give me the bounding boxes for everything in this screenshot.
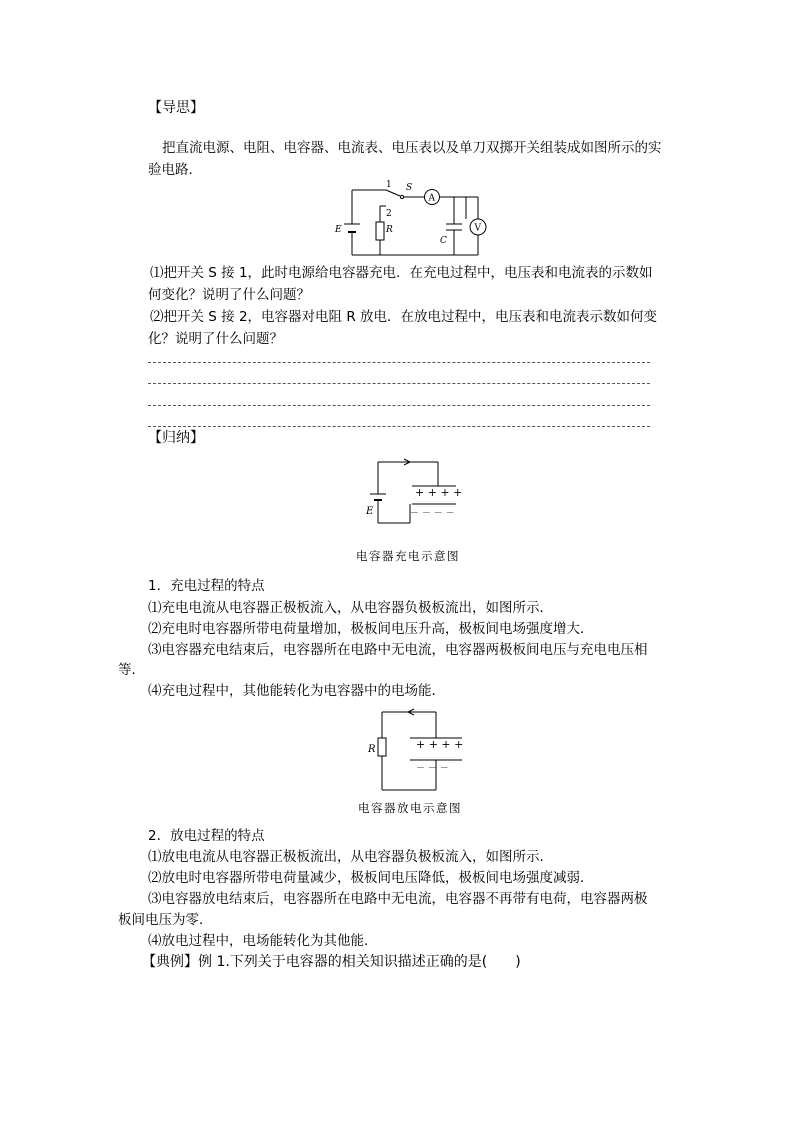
resistor-icon [378, 738, 386, 756]
answer-line [148, 362, 650, 363]
discharge-item: 板间电压为零． [118, 912, 213, 928]
intro-line-2: 验电路． [148, 162, 202, 178]
capacitor-label: C [440, 236, 447, 246]
minus-charges: － － － － [410, 509, 455, 519]
charge-item: ⑵充电时电容器所带电荷量增加，极板间电压升高，极板间电场强度增大． [148, 621, 594, 637]
discharge-circuit-diagram [364, 708, 464, 798]
plus-charges: + + + + [416, 738, 464, 751]
resistor-label: R [386, 225, 393, 235]
source-label: E [366, 506, 374, 517]
answer-line [148, 405, 650, 406]
discharge-section-title: 2．放电过程的特点 [148, 828, 265, 844]
minus-charges: － － － [416, 764, 449, 774]
switch-label: S [406, 183, 413, 193]
source-label: E [335, 225, 342, 235]
intro-line-1: 把直流电源、电阻、电容器、电流表、电压表以及单刀双掷开关组装成如图所示的实 [162, 140, 662, 156]
answer-line [148, 383, 650, 384]
charge-item: ⑶电容器充电结束后，电容器所在电路中无电流，电容器两极板间电压与充电电压相 [148, 642, 648, 658]
experiment-circuit-diagram [330, 180, 500, 260]
daosi-heading: 【导思】 [148, 100, 204, 116]
answer-line [148, 426, 650, 427]
charge-circuit-diagram [360, 456, 463, 536]
ammeter-label: A [428, 193, 435, 204]
discharge-item: ⑶电容器放电结束后，电容器所在电路中无电流，电容器不再带有电荷，电容器两极 [148, 891, 648, 907]
discharge-item: ⑷放电过程中，电场能转化为其他能． [148, 933, 378, 949]
question-1-line-2: 何变化？说明了什么问题？ [148, 287, 310, 303]
charge-section-title: 1．充电过程的特点 [148, 578, 265, 594]
guina-heading: 【归纳】 [148, 430, 204, 446]
switch-blade [386, 190, 400, 196]
discharge-item: ⑴放电电流从电容器正极板流出，从电容器负极板流入，如图所示． [148, 849, 553, 865]
resistor-label: R [368, 744, 376, 755]
example-question: 【典例】例 1.下列关于电容器的相关知识描述正确的是( ) [142, 954, 521, 970]
question-2-line-1: ⑵把开关 S 接 2，电容器对电阻 R 放电．在放电过程中，电压表和电流表示数如何变 [150, 309, 657, 325]
voltmeter-label: V [474, 223, 481, 234]
charge-item: 等． [118, 662, 145, 678]
switch-pos1-label: 1 [386, 180, 392, 190]
question-1-line-1: ⑴把开关 S 接 1，此时电源给电容器充电．在充电过程中，电压表和电流表的示数如 [150, 265, 653, 281]
charge-item: ⑴充电电流从电容器正极板流入，从电容器负极板流出，如图所示． [148, 600, 553, 616]
question-2-line-2: 化？说明了什么问题？ [148, 331, 283, 347]
charge-diagram-caption: 电容器充电示意图 [356, 549, 460, 563]
discharge-diagram-caption: 电容器放电示意图 [358, 801, 462, 815]
charge-item: ⑷充电过程中，其他能转化为电容器中的电场能． [148, 683, 445, 699]
switch-pos2-label: 2 [386, 209, 392, 219]
resistor-icon [376, 222, 384, 240]
discharge-item: ⑵放电时电容器所带电荷量减少，极板间电压降低，极板间电场强度减弱． [148, 870, 594, 886]
plus-charges: + + + + [415, 486, 463, 499]
